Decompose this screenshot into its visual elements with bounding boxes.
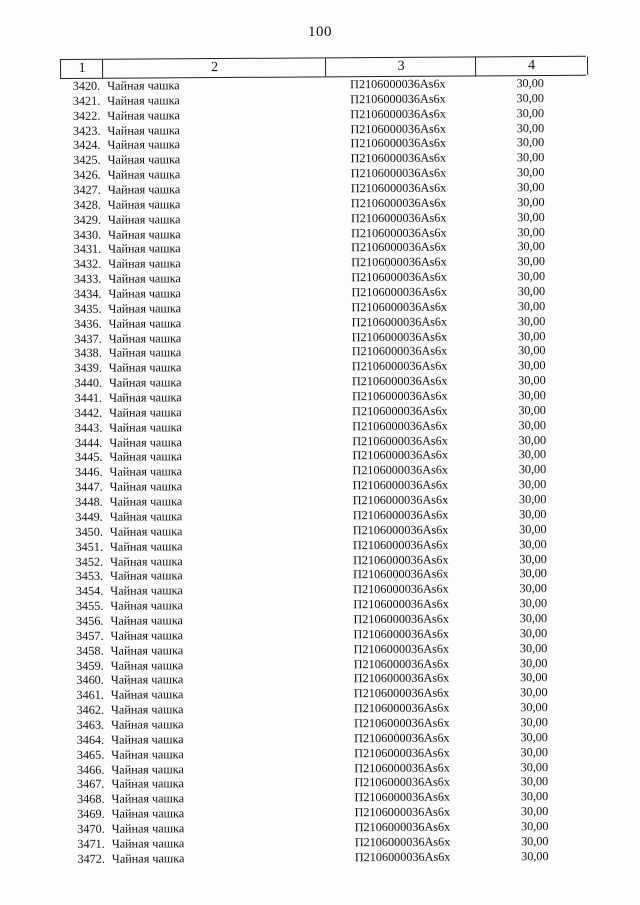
item-code: П2106000036Аs6х [354,775,450,790]
item-name: Чайная чашка [107,152,181,168]
item-code: П2106000036Аs6х [351,254,447,270]
item-price: 30,00 [516,135,545,150]
item-price: 30,00 [518,447,547,462]
item-price: 30,00 [516,150,545,165]
item-code: П2106000036Аs6х [351,299,448,315]
item-price: 30,00 [518,462,547,477]
item-name: Чайная чашка [107,137,181,153]
row-number: 3457. [76,628,104,643]
item-price: 30,00 [520,744,548,759]
item-name: Чайная чашка [110,628,184,643]
item-code: П2106000036Аs6х [352,492,449,508]
item-code: П2106000036Аs6х [354,849,451,864]
item-code: П2106000036Аs6х [351,284,447,300]
item-code: П2106000036Аs6х [352,507,449,523]
row-number: 3446. [75,465,103,480]
item-price: 30,00 [516,165,545,180]
item-name: Чайная чашка [111,806,185,821]
item-code: П2106000036Аs6х [354,715,450,731]
row-number: 3456. [75,613,104,628]
item-price: 30,00 [520,774,549,789]
row-number: 3436. [74,316,102,331]
row-number: 3425. [73,153,101,168]
item-name: Чайная чашка [108,256,181,272]
item-price: 30,00 [520,729,548,745]
item-name: Чайная чашка [109,509,183,524]
row-number: 3459. [76,658,104,673]
item-price: 30,00 [519,655,548,670]
item-name: Чайная чашка [110,553,183,569]
item-price: 30,00 [517,194,545,210]
row-number: 3463. [76,717,105,732]
row-number: 3467. [76,777,105,792]
item-code: П2106000036Аs6х [352,433,448,448]
item-code: П2106000036Аs6х [353,700,450,716]
item-code: П2106000036Аs6х [350,180,447,196]
item-price: 30,00 [518,358,546,373]
item-code: П2106000036Аs6х [354,804,451,820]
item-code: П2106000036Аs6х [350,210,447,225]
column-header-4: 4 [475,57,588,76]
item-name: Чайная чашка [110,568,183,584]
row-number: 3423. [72,123,101,138]
row-number: 3471. [77,836,105,851]
item-price: 30,00 [519,581,547,596]
item-code: П2106000036Аs6х [354,819,451,835]
page-number: 100 [308,24,332,40]
row-number: 3460. [76,673,104,688]
row-number: 3469. [77,806,105,822]
row-number: 3440. [74,375,103,391]
row-number: 3439. [74,361,102,376]
item-name: Чайная чашка [111,776,184,792]
row-number: 3451. [75,539,104,554]
row-number: 3470. [77,821,105,836]
item-code: П2106000036Аs6х [350,106,446,121]
item-code: П2106000036Аs6х [354,834,451,850]
item-price: 30,00 [516,76,544,91]
row-number: 3428. [73,197,101,212]
item-name: Чайная чашка [111,850,185,866]
item-name: Чайная чашка [108,226,181,242]
row-number: 3447. [75,479,103,495]
item-price: 30,00 [519,566,547,581]
item-price: 30,00 [520,818,549,834]
row-number: 3426. [73,167,101,183]
item-price: 30,00 [518,432,547,447]
item-name: Чайная чашка [111,836,185,851]
column-header-3: 3 [325,57,476,76]
item-price: 30,00 [519,521,547,536]
item-code: П2106000036Аs6х [352,477,449,493]
row-number: 3462. [76,702,105,718]
row-number: 3448. [75,494,103,509]
item-price: 30,00 [521,833,549,849]
row-number: 3422. [72,108,101,123]
item-price: 30,00 [519,610,548,626]
item-name: Чайная чашка [107,107,180,123]
row-number: 3441. [74,390,103,405]
item-code: П2106000036Аs6х [351,240,447,255]
row-number: 3461. [76,687,104,703]
item-price: 30,00 [517,298,546,314]
item-code: П2106000036Аs6х [352,462,449,478]
row-number: 3442. [74,405,103,420]
item-price: 30,00 [519,596,548,611]
row-number: 3430. [73,227,102,242]
row-number: 3458. [76,643,104,658]
item-price: 30,00 [520,789,549,804]
item-code: П2106000036Аs6х [354,730,450,746]
item-code: П2106000036Аs6х [354,789,451,805]
item-price: 30,00 [517,209,545,224]
item-name: Чайная чашка [110,687,184,702]
item-price: 30,00 [518,477,547,492]
item-code: П2106000036Аs6х [353,656,450,671]
item-name: Чайная чашка [109,449,182,465]
row-number: 3435. [74,301,102,316]
item-code: П2106000036Аs6х [352,537,449,552]
item-price: 30,00 [520,700,548,715]
item-name: Чайная чашка [109,405,182,420]
item-code: П2106000036Аs6х [351,314,448,329]
item-name: Чайная чашка [109,494,183,509]
row-number: 3429. [73,212,102,227]
item-name: Чайная чашка [110,598,183,613]
item-name: Чайная чашка [110,702,184,717]
item-name: Чайная чашка [108,271,181,286]
item-code: П2106000036Аs6х [353,566,449,582]
item-name: Чайная чашка [109,538,183,554]
item-name: Чайная чашка [110,583,183,598]
item-price: 30,00 [518,343,546,358]
item-name: Чайная чашка [107,93,180,108]
item-price: 30,00 [518,373,546,388]
item-price: 30,00 [520,670,548,685]
item-name: Чайная чашка [109,479,183,494]
item-code: П2106000036Аs6х [353,685,450,701]
item-name: Чайная чашка [110,613,183,628]
row-number: 3424. [73,138,101,153]
column-header-1: 1 [60,60,103,78]
item-code: П2106000036Аs6х [354,745,450,760]
item-code: П2106000036Аs6х [350,136,447,151]
item-code: П2106000036Аs6х [353,611,449,627]
item-price: 30,00 [516,120,545,135]
item-code: П2106000036Аs6х [351,269,447,285]
item-name: Чайная чашка [108,330,182,346]
row-number: 3444. [74,435,103,450]
item-code: П2106000036Аs6х [350,195,447,211]
item-price: 30,00 [520,804,549,819]
item-price: 30,00 [517,180,545,195]
row-number: 3421. [72,93,101,108]
item-code: П2106000036Аs6х [352,418,448,433]
item-price: 30,00 [517,224,545,239]
item-code: П2106000036Аs6х [350,76,446,92]
item-name: Чайная чашка [107,182,181,197]
item-price: 30,00 [518,492,547,507]
item-code: П2106000036Аs6х [352,403,448,419]
item-price: 30,00 [519,640,548,655]
item-name: Чайная чашка [110,642,184,658]
item-code: П2106000036Аs6х [352,522,449,538]
table-body [60,76,591,867]
item-price: 30,00 [518,402,546,418]
row-number: 3450. [75,524,103,539]
row-number: 3468. [77,791,105,807]
item-code: П2106000036Аs6х [353,671,450,686]
item-price: 30,00 [520,714,548,730]
row-number: 3433. [73,271,102,287]
row-number: 3432. [73,257,102,272]
item-price: 30,00 [521,848,549,863]
table-row [65,848,591,866]
item-price: 30,00 [516,105,545,120]
row-number: 3466. [76,762,105,777]
item-code: П2106000036Аs6х [353,641,450,656]
item-name: Чайная чашка [108,375,182,390]
item-code: П2106000036Аs6х [351,329,448,344]
row-number: 3434. [73,286,102,301]
item-name: Чайная чашка [108,286,181,301]
item-code: П2106000036Аs6х [353,626,450,642]
item-price: 30,00 [520,685,548,700]
item-price: 30,00 [519,506,547,522]
item-name: Чайная чашка [109,420,182,435]
item-name: Чайная чашка [108,360,182,376]
item-name: Чайная чашка [109,524,183,539]
item-name: Чайная чашка [108,301,182,316]
row-number: 3420. [72,78,101,93]
row-number: 3464. [76,732,105,747]
item-code: П2106000036Аs6х [351,344,448,359]
row-number: 3427. [73,182,101,197]
item-name: Чайная чашка [109,464,183,480]
row-number: 3443. [74,420,103,435]
item-price: 30,00 [517,313,546,328]
item-name: Чайная чашка [107,78,180,93]
item-name: Чайная чашка [107,167,181,182]
item-code: П2106000036Аs6х [351,373,448,389]
item-name: Чайная чашка [111,761,184,777]
item-code: П2106000036Аs6х [350,121,446,136]
item-price: 30,00 [517,254,545,269]
item-name: Чайная чашка [107,212,181,227]
item-name: Чайная чашка [111,746,184,762]
item-code: П2106000036Аs6х [351,225,447,240]
item-code: П2106000036Аs6х [353,552,449,567]
item-price: 30,00 [518,388,546,403]
row-number: 3431. [73,242,102,257]
item-name: Чайная чашка [108,316,182,331]
item-price: 30,00 [517,269,546,284]
item-price: 30,00 [518,417,546,432]
item-name: Чайная чашка [111,821,185,836]
column-header-2: 2 [102,58,326,77]
item-name: Чайная чашка [109,390,182,405]
item-price: 30,00 [517,239,545,254]
item-price: 30,00 [520,759,549,774]
item-code: П2106000036Аs6х [350,91,446,107]
row-number: 3449. [75,509,103,524]
item-price: 30,00 [517,328,546,343]
row-number: 3472. [77,851,105,866]
item-code: П2106000036Аs6х [354,760,450,775]
item-code: П2106000036Аs6х [353,596,449,612]
item-name: Чайная чашка [110,657,184,673]
item-code: П2106000036Аs6х [352,448,448,463]
item-name: Чайная чашка [111,717,184,732]
item-price: 30,00 [516,90,544,106]
item-name: Чайная чашка [111,732,184,747]
item-name: Чайная чашка [107,122,180,138]
row-number: 3454. [75,583,104,599]
item-name: Чайная чашка [109,434,182,450]
item-name: Чайная чашка [107,197,181,212]
item-name: Чайная чашка [108,345,182,361]
item-price: 30,00 [517,284,546,299]
item-name: Чайная чашка [108,241,181,257]
row-number: 3452. [75,554,104,569]
item-code: П2106000036Аs6х [353,581,449,597]
row-number: 3455. [75,598,104,613]
row-number: 3437. [74,331,102,346]
item-price: 30,00 [519,551,547,566]
item-code: П2106000036Аs6х [350,165,447,181]
item-price: 30,00 [519,625,548,640]
row-number: 3438. [74,346,102,361]
item-code: П2106000036Аs6х [352,388,448,404]
inventory-table [60,56,591,867]
item-price: 30,00 [519,536,547,551]
item-name: Чайная чашка [111,791,185,806]
item-code: П2106000036Аs6х [351,358,448,374]
row-number: 3465. [76,747,105,762]
item-name: Чайная чашка [110,672,184,688]
item-code: П2106000036Аs6х [350,150,447,166]
row-number: 3445. [74,450,103,465]
row-number: 3453. [75,569,104,584]
